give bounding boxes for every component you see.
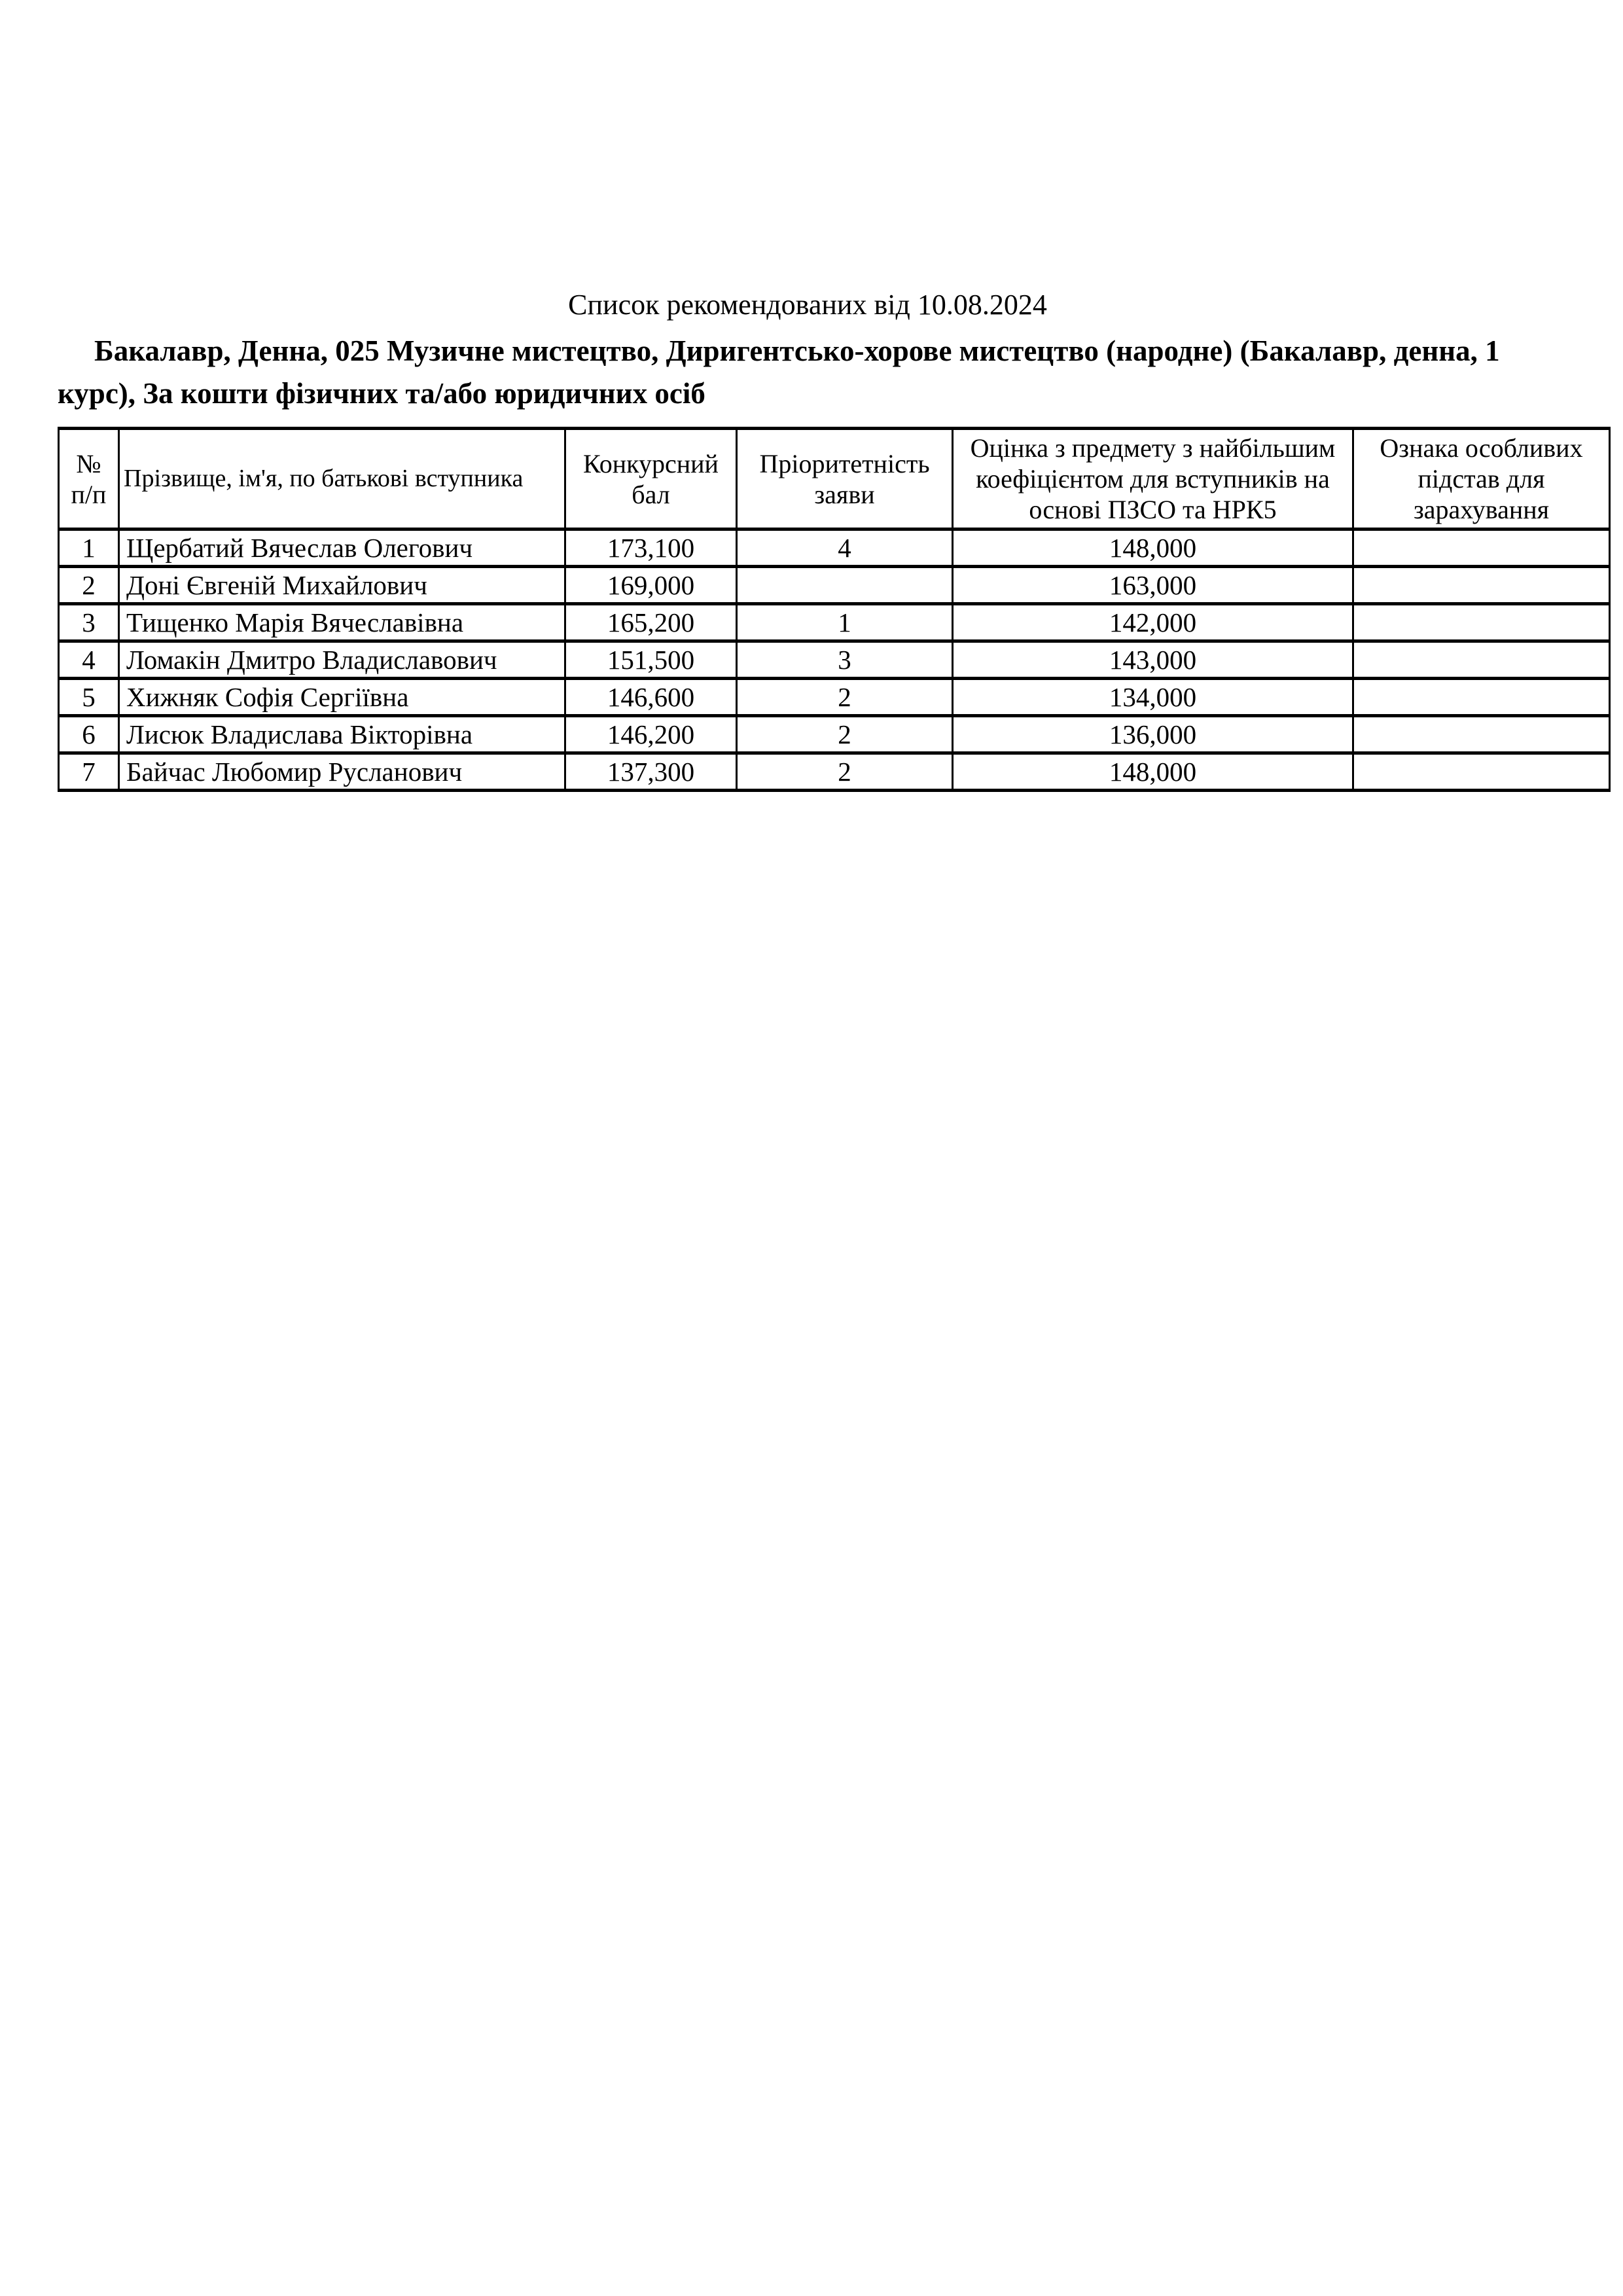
cell-priority: 2 xyxy=(737,716,953,753)
cell-num: 4 xyxy=(59,641,119,679)
cell-subject-score: 142,000 xyxy=(953,604,1353,641)
header-priority: Пріоритетність заяви xyxy=(737,429,953,529)
cell-score: 146,600 xyxy=(565,679,737,716)
table-row xyxy=(59,716,1610,753)
table-row xyxy=(59,753,1610,791)
cell-num: 2 xyxy=(59,567,119,604)
cell-priority: 2 xyxy=(737,679,953,716)
cell-subject-score: 148,000 xyxy=(953,529,1353,567)
table-row xyxy=(59,679,1610,716)
cell-name: Щербатий Вячеслав Олегович xyxy=(119,529,565,567)
cell-num: 3 xyxy=(59,604,119,641)
cell-special xyxy=(1353,716,1610,753)
cell-score: 169,000 xyxy=(565,567,737,604)
cell-priority: 1 xyxy=(737,604,953,641)
cell-special xyxy=(1353,604,1610,641)
cell-num: 7 xyxy=(59,753,119,791)
cell-score: 137,300 xyxy=(565,753,737,791)
cell-name: Байчас Любомир Русланович xyxy=(119,753,565,791)
cell-subject-score: 163,000 xyxy=(953,567,1353,604)
cell-name: Хижняк Софія Сергіївна xyxy=(119,679,565,716)
table-row xyxy=(59,641,1610,679)
header-special: Ознака особливих підстав для зарахування xyxy=(1353,429,1610,529)
cell-subject-score: 148,000 xyxy=(953,753,1353,791)
cell-name: Тищенко Марія Вячеславівна xyxy=(119,604,565,641)
cell-name: Лисюк Владислава Вікторівна xyxy=(119,716,565,753)
cell-priority: 2 xyxy=(737,753,953,791)
cell-num: 6 xyxy=(59,716,119,753)
table-row xyxy=(59,604,1610,641)
cell-special xyxy=(1353,753,1610,791)
header-score: Конкурсний бал xyxy=(565,429,737,529)
cell-num: 5 xyxy=(59,679,119,716)
cell-num: 1 xyxy=(59,529,119,567)
cell-name: Ломакін Дмитро Владиславович xyxy=(119,641,565,679)
header-num-line2: п/п xyxy=(71,479,107,509)
page-title: Список рекомендованих від 10.08.2024 xyxy=(568,289,1047,321)
cell-score: 146,200 xyxy=(565,716,737,753)
header-num xyxy=(59,429,119,529)
cell-special xyxy=(1353,679,1610,716)
cell-name: Доні Євгеній Михайлович xyxy=(119,567,565,604)
applicants-table xyxy=(58,427,1611,792)
header-subject-score: Оцінка з предмету з найбільшим коефіцієнтом для вступників на основі ПЗСО та НРК5 xyxy=(953,429,1353,529)
header-num-line1: № xyxy=(76,448,101,478)
cell-special xyxy=(1353,641,1610,679)
cell-special xyxy=(1353,529,1610,567)
header-name: Прізвище, ім'я, по батькові вступника xyxy=(119,429,565,529)
table-header-row xyxy=(59,429,1610,529)
cell-subject-score: 136,000 xyxy=(953,716,1353,753)
cell-priority xyxy=(737,567,953,604)
table-row xyxy=(59,529,1610,567)
page-subtitle: Бакалавр, Денна, 025 Музичне мистецтво, Диригентсько-хорове мистецтво (народне) (Бакалавр, денна, 1 курс), За кошти фізичних та/або юридичних осіб xyxy=(58,334,1500,410)
cell-score: 165,200 xyxy=(565,604,737,641)
cell-priority: 3 xyxy=(737,641,953,679)
cell-subject-score: 143,000 xyxy=(953,641,1353,679)
cell-subject-score: 134,000 xyxy=(953,679,1353,716)
cell-score: 151,500 xyxy=(565,641,737,679)
cell-special xyxy=(1353,567,1610,604)
cell-score: 173,100 xyxy=(565,529,737,567)
cell-priority: 4 xyxy=(737,529,953,567)
table-row xyxy=(59,567,1610,604)
